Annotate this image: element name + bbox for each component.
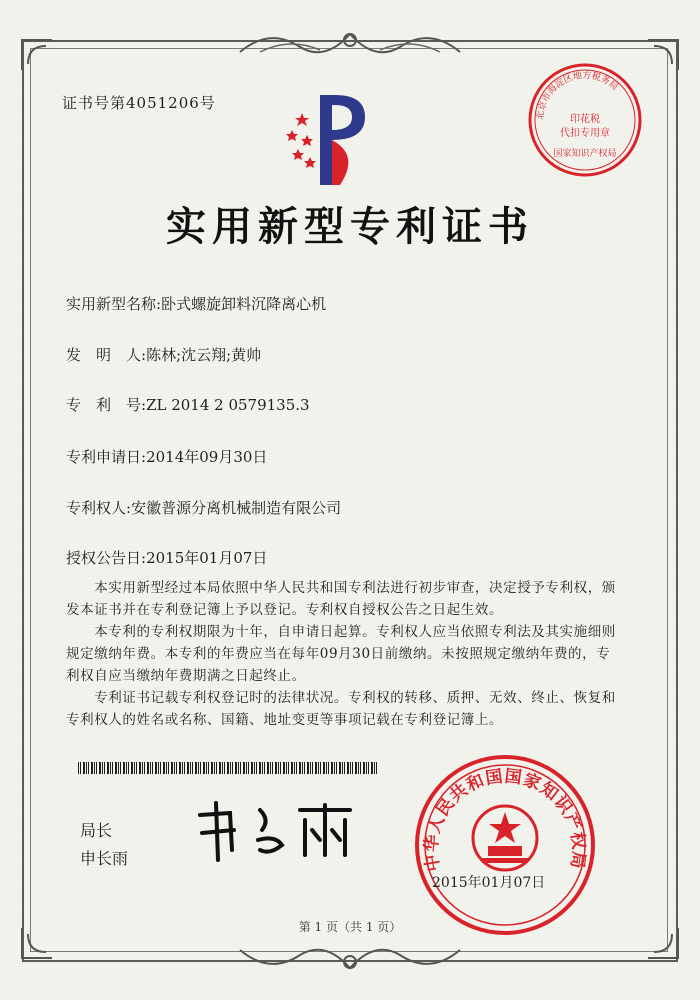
seal-small-line1: 印花税 xyxy=(570,114,600,125)
field-utility-model-name xyxy=(66,293,326,314)
field-inventors xyxy=(66,344,261,365)
bottom-ornament-icon xyxy=(230,940,470,980)
field-patentee xyxy=(66,497,341,518)
field-label: 专利申请日: xyxy=(66,448,147,466)
field-value: 陈林;沈云翔;黄帅 xyxy=(146,346,262,364)
field-label: 专利权人: xyxy=(66,499,132,517)
field-label: 实用新型名称: xyxy=(66,295,162,313)
director-signature xyxy=(190,795,360,865)
seal-big-ring: 中华人民共和国国家知识产权局 xyxy=(421,766,589,873)
field-value: 2014年09月30日 xyxy=(146,448,268,466)
barcode xyxy=(78,762,378,774)
seal-small-bottom: 国家知识产权局 xyxy=(553,149,617,159)
svg-text:北京市海淀区地方税务局 xyxy=(534,69,620,120)
body-line: 发本证书并在专利登记簿上予以登记。专利权自授权公告之日起生效。 xyxy=(66,602,504,618)
seal-small-ring: 北京市海淀区地方税务局 xyxy=(535,70,620,121)
body-line: 专利权人的姓名或名称、国籍、地址变更等事项记载在专利登记簿上。 xyxy=(66,712,504,728)
page-number: 第 1 页（共 1 页） xyxy=(298,920,402,934)
field-label: 发 明 人: xyxy=(66,346,147,364)
certificate-number: 证书号第4051206号 xyxy=(62,94,216,112)
body-line: 本专利的专利权期限为十年，自申请日起算。专利权人应当依照专利法及其实施细则 xyxy=(66,624,616,640)
body-line: 规定缴纳年费。本专利的年费应当在每年09月30日前缴纳。未按照规定缴纳年费的，专 xyxy=(66,646,611,662)
field-filing-date xyxy=(66,446,267,467)
corner-ornament-icon xyxy=(646,38,680,72)
cnipa-official-seal xyxy=(410,750,600,940)
field-patent-number xyxy=(66,394,310,415)
director-title: 局长 xyxy=(80,821,113,840)
field-value: 安徽普源分离机械制造有限公司 xyxy=(131,499,342,517)
director-name: 申长雨 xyxy=(80,849,129,868)
tax-seal-stamp xyxy=(525,60,645,180)
field-label: 授权公告日: xyxy=(66,549,147,567)
corner-ornament-icon xyxy=(20,38,54,72)
field-label: 专 利 号: xyxy=(66,396,147,414)
field-grant-date xyxy=(66,547,267,568)
seal-date: 2015年01月07日 xyxy=(432,875,546,891)
field-value: 2015年01月07日 xyxy=(146,549,268,567)
cnipa-logo-icon xyxy=(280,85,380,195)
body-line: 本实用新型经过本局依照中华人民共和国专利法进行初步审查，决定授予专利权，颁 xyxy=(66,580,616,596)
body-line: 利权自应当缴纳年费期满之日起终止。 xyxy=(66,668,306,684)
seal-small-line2: 代扣专用章 xyxy=(560,128,610,139)
body-line: 专利证书记载专利权登记时的法律状况。专利权的转移、质押、无效、终止、恢复和 xyxy=(66,690,616,706)
field-value: 卧式螺旋卸料沉降离心机 xyxy=(161,295,327,313)
top-ornament-icon xyxy=(230,22,470,62)
certificate-title: 实用新型专利证书 xyxy=(166,203,534,250)
field-value: ZL 2014 2 0579135.3 xyxy=(146,396,310,414)
body-text xyxy=(66,577,621,731)
